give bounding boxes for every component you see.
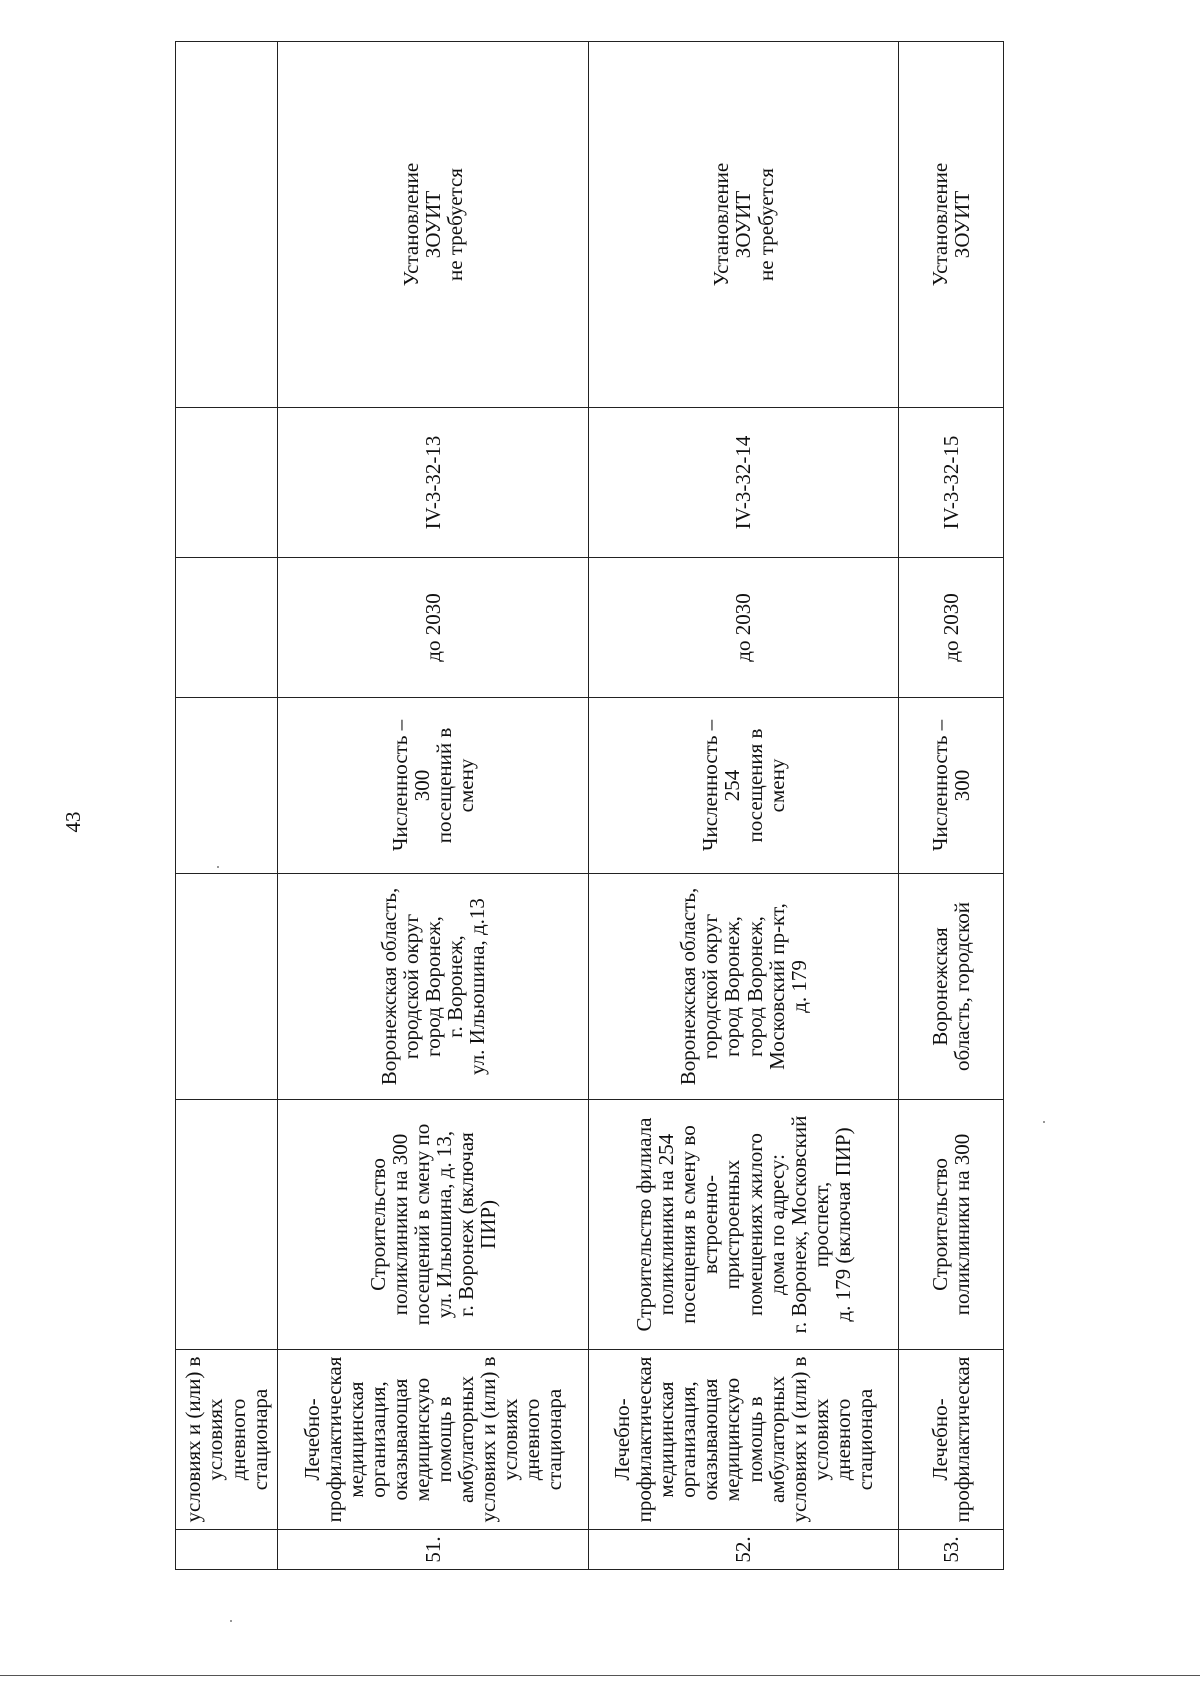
- object-type-cell: Лечебно- профилактическая медицинская организация, оказывающая медицинскую помощь в амбулаторных условиях и (или) в условиях дневного стационара: [589, 1350, 899, 1530]
- object-zone-cell: Установление ЗОУИТ не требуется: [278, 42, 589, 408]
- object-description-cell: [176, 1100, 278, 1350]
- row-number-cell: 51.: [278, 1530, 589, 1570]
- scan-speck: [217, 866, 219, 868]
- object-code-cell: IV-3-32-15: [899, 408, 1004, 558]
- object-zone-cell: Установление ЗОУИТ: [899, 42, 1004, 408]
- object-code-cell: IV-3-32-13: [278, 408, 589, 558]
- table-row: [278, 42, 589, 1570]
- object-location-cell: [176, 874, 278, 1100]
- object-code-cell: IV-3-32-14: [589, 408, 899, 558]
- row-number-cell: 53.: [899, 1530, 1004, 1570]
- object-description-cell: Строительство филиала поликлиники на 254 посещения в смену во встроенно- пристроенных помещениях жилого дома по адресу: г. Воронеж, Московский проспект, д. 179 (включая ПИР): [589, 1100, 899, 1350]
- object-deadline-cell: до 2030: [899, 558, 1004, 698]
- row-number-cell: [176, 1530, 278, 1570]
- object-deadline-cell: [176, 558, 278, 698]
- bottom-rule: [0, 1675, 1200, 1676]
- object-description-cell: Строительство поликлиники на 300 посещений в смену по ул. Ильюшина, д. 13, г. Воронеж (включая ПИР): [278, 1100, 589, 1350]
- table-row: [899, 42, 1004, 1570]
- object-location-cell: Воронежская область, городской округ город Воронеж, город Воронеж, Московский пр-кт, д. 179: [589, 874, 899, 1100]
- object-capacity-cell: Численность – 300 посещений в смену: [278, 698, 589, 874]
- object-deadline-cell: до 2030: [278, 558, 589, 698]
- object-type-cell: Лечебно- профилактическая медицинская организация, оказывающая медицинскую помощь в амбулаторных условиях и (или) в условиях дневного стационара: [278, 1350, 589, 1530]
- scan-speck: [230, 1620, 232, 1622]
- table-row: [176, 42, 278, 1570]
- object-zone-cell: Установление ЗОУИТ не требуется: [589, 42, 899, 408]
- object-type-cell: условиях и (или) в условиях дневного стационара: [176, 1350, 278, 1530]
- row-number-cell: 52.: [589, 1530, 899, 1570]
- object-location-cell: Воронежская область, городской: [899, 874, 1004, 1100]
- objects-table: [175, 41, 1004, 1570]
- scan-speck: [1043, 1121, 1045, 1123]
- object-deadline-cell: до 2030: [589, 558, 899, 698]
- object-location-cell: Воронежская область, городской округ город Воронеж, г. Воронеж, ул. Ильюшина, д.13: [278, 874, 589, 1100]
- object-capacity-cell: [176, 698, 278, 874]
- object-capacity-cell: Численность – 254 посещения в смену: [589, 698, 899, 874]
- object-description-cell: Строительство поликлиники на 300: [899, 1100, 1004, 1350]
- table-frame: [175, 42, 1003, 1570]
- table-row: [589, 42, 899, 1570]
- object-capacity-cell: Численность – 300: [899, 698, 1004, 874]
- object-type-cell: Лечебно- профилактическая: [899, 1350, 1004, 1530]
- object-zone-cell: [176, 42, 278, 408]
- object-code-cell: [176, 408, 278, 558]
- page-number: 43: [61, 811, 85, 833]
